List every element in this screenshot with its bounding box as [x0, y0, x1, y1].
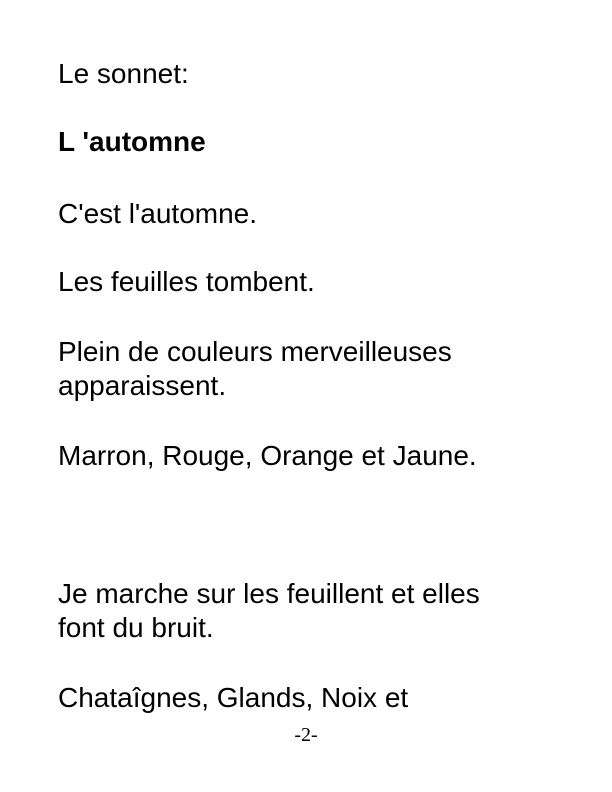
poem-line: Marron, Rouge, Orange et Jaune.: [58, 440, 477, 471]
poem-line: C'est l'automne.: [58, 198, 258, 229]
poem-line: font du bruit.: [58, 612, 214, 643]
poem-title: L 'automne: [58, 126, 206, 157]
poem-line: Je marche sur les feuillent et elles: [58, 578, 480, 609]
poem-line: Plein de couleurs merveilleuses: [58, 336, 452, 367]
intro-label: Le sonnet:: [58, 58, 189, 89]
poem-line: Chataîgnes, Glands, Noix et: [58, 682, 409, 713]
poem-line: Les feuilles tombent.: [58, 266, 315, 297]
poem-line: apparaissent.: [58, 370, 227, 401]
page-number: -2-: [294, 724, 318, 746]
